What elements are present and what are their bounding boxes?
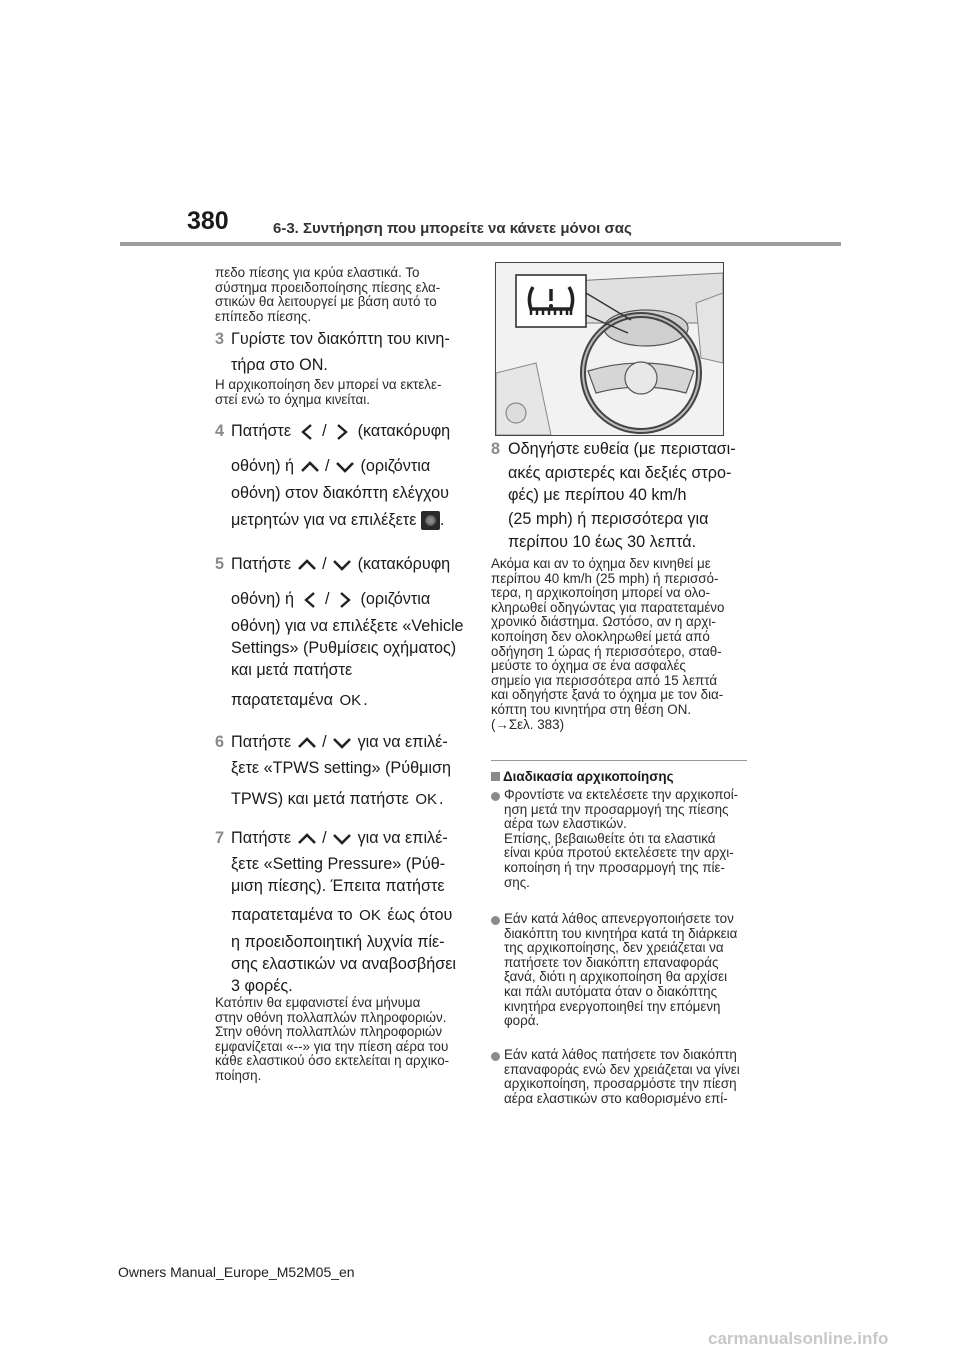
text-fragment: . (439, 790, 444, 808)
text-line: φές) με περίπου 40 km/h (508, 486, 687, 504)
chevron-up-icon (299, 458, 321, 476)
chevron-down-icon (331, 734, 353, 752)
bullet-item (504, 912, 737, 1029)
text-line: ξανά, διότι η αρχικοποίηση θα αρχίσει (504, 969, 728, 985)
bullet-icon (491, 1052, 500, 1061)
text-fragment: οθόνη) ή (231, 590, 294, 608)
text-line: Φροντίστε να εκτελέσετε την αρχικοποί- (504, 787, 739, 802)
text-line: Ακόμα και αν το όχημα δεν κινηθεί με (491, 556, 711, 571)
text-line: ηση μετά την προσαρμογή της πίεσης (504, 801, 729, 817)
text-line: ξετε «TPWS setting» (Ρύθμιση (231, 759, 451, 777)
chevron-down-icon (334, 458, 356, 476)
text-line: Στην οθόνη πολλαπλών πληροφοριών (215, 1024, 443, 1040)
chevron-up-icon (296, 830, 318, 848)
intro-paragraph (215, 266, 440, 324)
text-fragment: για να επιλέ- (357, 733, 448, 751)
step-number: 3 (215, 330, 225, 348)
text-line: μεύστε το όχημα σε ένα ασφαλές (491, 658, 686, 674)
page-number: 380 (187, 207, 229, 235)
text-line: κληρωθεί οδηγώντας για παρατεταμένο (491, 599, 725, 615)
step-number: 6 (215, 733, 225, 751)
text-fragment: TPWS) και μετά πατήστε (231, 790, 409, 808)
text-line: χρονικό διάστημα. Ωστόσο, αν η αρχι- (491, 614, 716, 630)
section-title: 6-3. Συντήρηση που μπορείτε να κάνετε μόνοι σας (273, 220, 632, 237)
bullet-icon (491, 916, 500, 925)
step-8 (491, 440, 761, 550)
text-line: (25 mph) ή περισσότερα για (508, 510, 709, 528)
text-fragment: (κατακόρυφη (357, 555, 451, 573)
text-line: ποίηση. (215, 1067, 262, 1083)
text-line: κοποίηση ή την προσαρμογή της πίε- (504, 859, 725, 875)
text-line: σης. (504, 874, 530, 890)
watermark-text: carmanualsonline.info (708, 1329, 889, 1348)
dashboard-illustration (495, 262, 724, 436)
text-line: Γυρίστε τον διακόπτη του κινη- (231, 330, 450, 348)
text-fragment: / (322, 555, 327, 573)
section-divider (491, 760, 747, 761)
text-line: φορά. (504, 1013, 540, 1029)
text-line: Εάν κατά λάθος απενεργοποιήσετε τον (504, 911, 734, 926)
chevron-left-icon (299, 591, 321, 609)
footer-text: Owners Manual_Europe_M52M05_en (118, 1264, 355, 1280)
text-line: και οδηγήστε ξανά το όχημα με τον δια- (491, 687, 724, 703)
text-line: η προειδοποιητική λυχνία πίε- (231, 933, 445, 951)
text-line: κόπτη του κινητήρα στη θέση ON. (491, 701, 692, 717)
ok-button-symbol: OK (339, 691, 362, 709)
text-fragment: . (363, 691, 368, 709)
step-number: 5 (215, 555, 225, 573)
text-line: κοποίηση δεν ολοκληρωθεί μετά από (491, 628, 710, 644)
tire-pressure-icon (421, 511, 440, 530)
text-line: διακόπτη του κινητήρα κατά τη διάρκεια (504, 925, 738, 941)
text-line: 3 φορές. (231, 977, 293, 995)
text-line: αέρα ελαστικών στο καθορισμένο επί- (504, 1090, 728, 1106)
text-fragment: Πατήστε (231, 555, 292, 573)
text-line: επαναφοράς ενώ δεν χρειάζεται να γίνει (504, 1061, 740, 1077)
text-fragment: . (439, 511, 445, 529)
chevron-right-icon (331, 423, 353, 441)
step-number: 4 (215, 422, 225, 440)
text-fragment: μετρητών για να επιλέξετε (231, 511, 417, 529)
text-line: είναι κρύα προτού εκτελέσετε την αρχι- (504, 845, 734, 861)
text-line: της αρχικοποίησης, δεν χρειάζεται να (504, 940, 724, 956)
text-fragment: / (325, 590, 330, 608)
text-line: κινητήρα ενεργοποιηθεί την επόμενη (504, 998, 721, 1014)
text-line: και μετά πατήστε (231, 661, 353, 679)
text-line: αρχικοποίηση, προσαρμόστε την πίεση (504, 1076, 737, 1092)
text-line: οθόνη) για να επιλέξετε «Vehicle (231, 617, 464, 635)
subsection-title-text: Διαδικασία αρχικοποίησης (503, 769, 674, 784)
step-4 (215, 422, 475, 542)
text-fragment: / (322, 829, 327, 847)
chevron-left-icon (296, 423, 318, 441)
text-line: στικών θα λειτουργεί με βάση αυτό το (215, 294, 437, 310)
chevron-down-icon (331, 556, 353, 574)
text-line: περίπου 10 έως 30 λεπτά. (508, 533, 697, 551)
text-fragment: έως ότου (387, 906, 453, 924)
text-line: (→Σελ. 383) (491, 716, 565, 732)
bullet-item (504, 1048, 740, 1106)
text-line: κάθε ελαστικού όσο εκτελείται η αρχικο- (215, 1053, 450, 1069)
ok-button-symbol: OK (415, 790, 438, 808)
text-line: πεδο πίεσης για κρύα ελαστικά. Το (215, 265, 420, 280)
text-line: οδήγηση 1 ώρας ή περισσότερο, σταθ- (491, 643, 722, 659)
text-line: στην οθόνη πολλαπλών πληροφοριών. (215, 1009, 447, 1025)
text-line: πατήσετε τον διακόπτη επαναφοράς (504, 954, 719, 970)
text-fragment: παρατεταμένα το (231, 906, 353, 924)
text-line: σύστημα προειδοποίησης πίεσης ελα- (215, 279, 441, 295)
text-line: ακές αριστερές και δεξιές στρο- (508, 464, 732, 482)
text-line: ξετε «Setting Pressure» (Ρύθ- (231, 855, 446, 873)
step-3 (215, 330, 475, 380)
text-line: τήρα στο ON. (231, 356, 328, 374)
step-number: 7 (215, 829, 225, 847)
text-fragment: / (325, 457, 330, 475)
step-7 (215, 829, 475, 999)
text-line: και πάλι αυτόματα όταν ο διακόπτης (504, 983, 718, 999)
text-line: Επίσης, βεβαιωθείτε ότι τα ελαστικά (504, 830, 716, 846)
text-line: Οδηγήστε ευθεία (με περιστασι- (508, 440, 736, 458)
text-fragment: Πατήστε (231, 829, 292, 847)
step-8-note (491, 557, 724, 732)
text-fragment: Πατήστε (231, 422, 292, 440)
text-fragment: για να επιλέ- (357, 829, 448, 847)
text-fragment: / (322, 733, 327, 751)
chevron-right-icon (334, 591, 356, 609)
text-fragment: (οριζόντια (360, 457, 431, 475)
text-line: επίπεδο πίεσης. (215, 308, 312, 324)
text-fragment: οθόνη) ή (231, 457, 294, 475)
step-6 (215, 733, 475, 833)
square-bullet-icon (491, 772, 500, 781)
text-fragment: (κατακόρυφη (357, 422, 451, 440)
step-5 (215, 555, 475, 725)
text-fragment: / (322, 422, 327, 440)
step-3-note (215, 378, 441, 407)
subsection-title (491, 769, 674, 784)
text-line: εμφανίζεται «--» για την πίεση αέρα του (215, 1038, 449, 1054)
text-line: τερα, η αρχικοποίηση μπορεί να ολο- (491, 585, 710, 601)
bullet-item (504, 788, 738, 890)
chevron-up-icon (296, 734, 318, 752)
text-line: Settings» (Ρυθμίσεις οχήματος) (231, 639, 457, 657)
text-fragment: (οριζόντια (360, 590, 431, 608)
text-line: οθόνη) στον διακόπτη ελέγχου (231, 484, 449, 502)
chevron-up-icon (296, 556, 318, 574)
text-line: αέρα των ελαστικών. (504, 816, 627, 832)
text-line: σημείο για περισσότερα από 15 λεπτά (491, 672, 718, 688)
text-line: μιση πίεσης). Έπειτα πατήστε (231, 877, 445, 895)
text-line: Εάν κατά λάθος πατήσετε τον διακόπτη (504, 1047, 737, 1062)
step-number: 8 (491, 440, 501, 458)
text-fragment: Πατήστε (231, 733, 292, 751)
step-7-note (215, 996, 449, 1084)
text-line: περίπου 40 km/h (25 mph) ή περισσό- (491, 570, 719, 586)
chevron-down-icon (331, 830, 353, 848)
header-rule (120, 242, 841, 246)
text-line: στεί ενώ το όχημα κινείται. (215, 391, 370, 407)
text-line: Η αρχικοποίηση δεν μπορεί να εκτελε- (215, 377, 442, 392)
text-fragment: παρατεταμένα (231, 691, 333, 709)
text-line: Κατόπιν θα εμφανιστεί ένα μήνυμα (215, 995, 421, 1010)
ok-button-symbol: OK (359, 906, 381, 924)
text-line: σης ελαστικών να αναβοσβήσει (231, 955, 457, 973)
bullet-icon (491, 792, 500, 801)
tire-pressure-warning-icon (523, 279, 579, 323)
